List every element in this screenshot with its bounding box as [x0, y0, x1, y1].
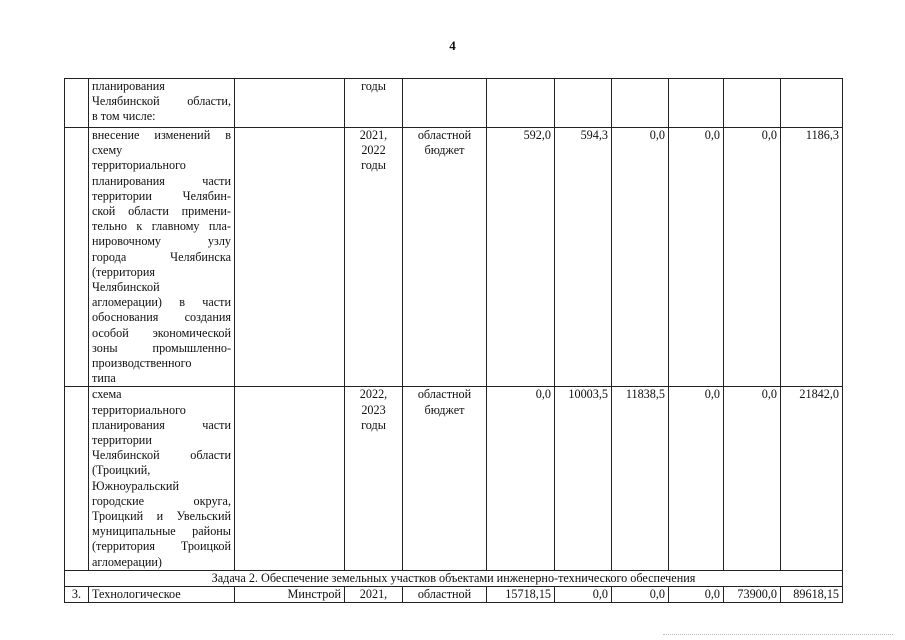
- years: 2021,: [345, 587, 403, 603]
- years: [345, 128, 403, 387]
- task-title: Задача 2. Обеспечение земельных участков объектами инженерно-технического обеспечения: [65, 570, 843, 586]
- executor: Минстрой: [235, 587, 345, 603]
- amount-v2: 594,3: [555, 128, 612, 387]
- measure-name: [89, 128, 235, 387]
- funding-source-line: областной: [417, 387, 472, 402]
- amount-v4: 0,0: [669, 587, 724, 603]
- amount-v1: 592,0: [487, 128, 555, 387]
- measure-name-line: Южноуральский: [92, 478, 179, 493]
- funding-source-line: бюджет: [424, 402, 465, 417]
- measure-name: [89, 79, 235, 128]
- years: [345, 79, 403, 128]
- scan-artifact: [663, 634, 893, 636]
- years-line: годы: [361, 79, 386, 93]
- amount-v5: 0,0: [724, 387, 781, 570]
- measure-name-line: в том числе:: [92, 109, 156, 124]
- amount-total: 1186,3: [781, 128, 843, 387]
- funding-source: [403, 387, 487, 570]
- funding-source: [403, 79, 487, 128]
- funding-source-line: областной: [417, 128, 472, 142]
- measure-name-line: планирования части: [92, 173, 231, 188]
- measure-name-line: Челябинской области: [92, 448, 231, 463]
- row-number: 3.: [65, 587, 89, 603]
- amount-v5: 73900,0: [724, 587, 781, 603]
- measure-name-line: городские округа,: [92, 493, 231, 508]
- amount-v4: 0,0: [669, 128, 724, 387]
- measure-name-line: особой экономической: [92, 325, 231, 340]
- amount-total: 21842,0: [781, 387, 843, 570]
- measure-name-line: схему: [92, 143, 123, 158]
- row-number: [65, 128, 89, 387]
- measure-name-line: территориального: [92, 158, 186, 173]
- measure-name-line: ской области примени-: [92, 204, 231, 219]
- measure-name-line: планирования: [92, 79, 165, 93]
- amount-v2: 10003,5: [555, 387, 612, 570]
- table-row: [65, 587, 843, 603]
- years-line: 2021,: [359, 128, 388, 142]
- amount-v5: [724, 79, 781, 128]
- measure-name-line: (территория: [92, 264, 155, 279]
- years-line: годы: [361, 158, 386, 173]
- measure-name-line: типа: [92, 371, 116, 386]
- measure-name-line: (Троицкий,: [92, 463, 151, 478]
- measure-name-line: нировочному узлу: [92, 234, 231, 249]
- measure-name-line: агломерации) в части: [92, 295, 231, 310]
- years-line: 2022,: [359, 387, 388, 402]
- years-line: 2022: [361, 143, 386, 158]
- table-row: [65, 128, 843, 387]
- measure-name: [89, 387, 235, 570]
- document-table: [64, 78, 843, 603]
- years: [345, 387, 403, 570]
- years-line: 2023: [361, 402, 386, 417]
- measure-name-line: зоны промышленно-: [92, 340, 231, 355]
- amount-v4: [669, 79, 724, 128]
- funding-source: областной: [403, 587, 487, 603]
- amount-v1: 0,0: [487, 387, 555, 570]
- executor: [235, 79, 345, 128]
- funding-source: [403, 128, 487, 387]
- amount-total: 89618,15: [781, 587, 843, 603]
- measure-name-line: агломерации): [92, 554, 162, 569]
- amount-v3: [612, 79, 669, 128]
- years-line: годы: [361, 417, 386, 432]
- amount-v1: [487, 79, 555, 128]
- executor: [235, 387, 345, 570]
- measure-name-line: тельно к главному пла-: [92, 219, 231, 234]
- amount-total: [781, 79, 843, 128]
- measure-name-line: города Челябинска: [92, 249, 231, 264]
- measure-name: Технологическое: [89, 587, 235, 603]
- page-number: 4: [449, 38, 456, 53]
- measure-name-line: схема: [92, 387, 122, 402]
- measure-name-line: обоснования создания: [92, 310, 231, 325]
- measure-name-line: Троицкий и Увельский: [92, 509, 231, 524]
- measure-name-line: Челябинской области,: [92, 94, 231, 109]
- table-row: [65, 387, 843, 570]
- executor: [235, 128, 345, 387]
- funding-source-line: бюджет: [424, 143, 465, 158]
- measure-name-line: территории Челябин-: [92, 188, 231, 203]
- amount-v3: 0,0: [612, 128, 669, 387]
- measure-name-line: внесение изменений в: [92, 128, 231, 142]
- table-row: [65, 79, 843, 128]
- measure-name-line: Челябинской: [92, 280, 160, 295]
- amount-v5: 0,0: [724, 128, 781, 387]
- measure-name-line: (территория Троицкой: [92, 539, 231, 554]
- amount-v4: 0,0: [669, 387, 724, 570]
- row-number: [65, 79, 89, 128]
- amount-v3: 11838,5: [612, 387, 669, 570]
- amount-v1: 15718,15: [487, 587, 555, 603]
- measure-name-line: планирования части: [92, 417, 231, 432]
- amount-v3: 0,0: [612, 587, 669, 603]
- measure-name-line: муниципальные районы: [92, 524, 231, 539]
- measure-name-line: территории: [92, 433, 152, 448]
- amount-v2: [555, 79, 612, 128]
- amount-v2: 0,0: [555, 587, 612, 603]
- row-number: [65, 387, 89, 570]
- measure-name-line: территориального: [92, 402, 186, 417]
- task-header-row: [65, 570, 843, 586]
- measure-name-line: производственного: [92, 356, 192, 371]
